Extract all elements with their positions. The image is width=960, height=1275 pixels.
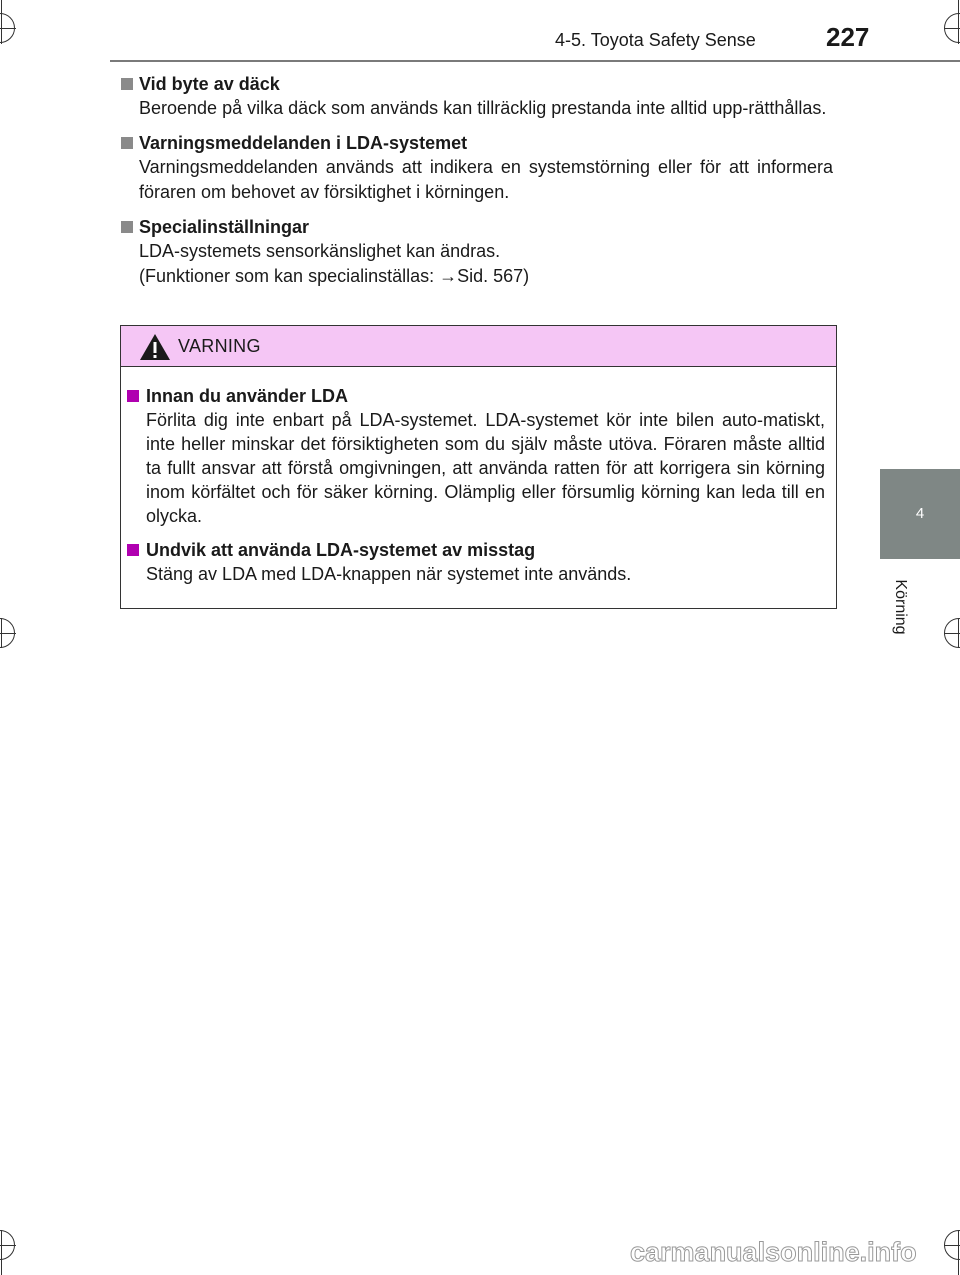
warning-paragraph: Förlita dig inte enbart på LDA-systemet. LDA-systemet kör inte bilen auto-matiskt, inte heller minskar det försiktigheten som du själv måste utöva. Föraren måste alltid ta fullt ansvar att förstå omgivningen, att använda ratten för att korrigera sin körning inom körfältet och för säker körning. Olämplig eller försumlig körning kan leda till en olycka. [146, 410, 825, 526]
warning-paragraph: Stäng av LDA med LDA-knappen när systemet inte används. [146, 564, 632, 584]
square-bullet-icon [121, 221, 133, 233]
warning-triangle-icon [139, 333, 171, 361]
warning-title: VARNING [178, 336, 261, 356]
warning-header [121, 326, 836, 367]
main-content [121, 72, 833, 299]
paragraph: Varningsmeddelanden används att indikera en systemstörning eller för att informera föraren om behovet av försiktighet i körningen. [139, 157, 833, 202]
warning-heading [127, 538, 825, 562]
section-body [139, 96, 833, 121]
section-tire-change [121, 72, 833, 121]
section-heading [121, 215, 833, 239]
warning-box [120, 325, 837, 609]
page-number: 227 [826, 22, 870, 52]
page-reference-link[interactable]: (Funktioner som kan specialinställas: →Sid. 567) [139, 266, 530, 286]
section-heading [121, 72, 833, 96]
section-heading-text: Vid byte av däck [139, 74, 280, 94]
warning-section-avoid-mistake [127, 538, 825, 586]
chapter-number: 4 [915, 505, 925, 522]
chapter-label: Körning [892, 579, 909, 635]
warning-section-before-use [127, 384, 825, 528]
watermark-text: carmanualsonline.info [630, 1237, 917, 1267]
square-bullet-icon [121, 137, 133, 149]
square-bullet-icon [127, 390, 139, 402]
warning-heading-text: Innan du använder LDA [146, 386, 349, 406]
warning-body [127, 384, 825, 596]
paragraph: LDA-systemets sensorkänslighet kan ändras. [139, 241, 501, 261]
chapter-label-container [880, 570, 908, 650]
section-body [139, 239, 833, 289]
header-rule [110, 60, 960, 62]
section-heading [121, 131, 833, 155]
section-heading-text: Specialinställningar [139, 217, 310, 237]
section-heading-text: Varningsmeddelanden i LDA-systemet [139, 133, 468, 153]
watermark-logo [628, 1236, 954, 1268]
section-warning-messages [121, 131, 833, 205]
warning-heading-text: Undvik att använda LDA-systemet av misstag [146, 540, 536, 560]
header-section-title: 4-5. Toyota Safety Sense [555, 30, 756, 50]
warning-heading [127, 384, 825, 408]
chapter-tab[interactable] [880, 469, 960, 559]
section-customization [121, 215, 833, 289]
square-bullet-icon [121, 78, 133, 90]
square-bullet-icon [127, 544, 139, 556]
paragraph: Beroende på vilka däck som används kan tillräcklig prestanda inte alltid upp-rätthållas. [139, 98, 827, 118]
section-body [139, 155, 833, 205]
